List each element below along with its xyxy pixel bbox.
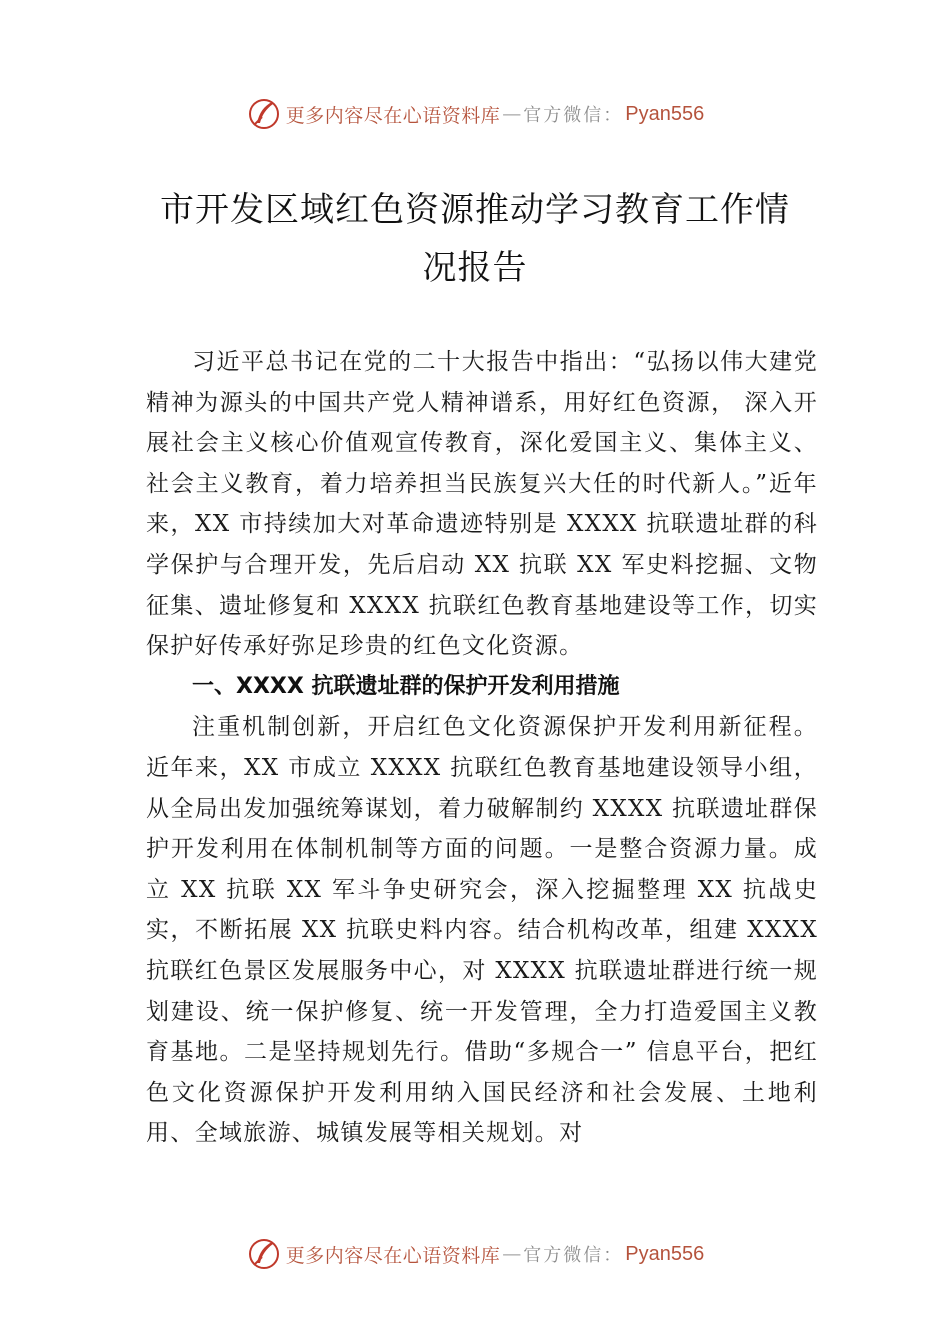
watermark-wechat-label: 官方微信：: [523, 105, 624, 126]
watermark-separator: —: [502, 103, 522, 125]
document-title: [120, 181, 830, 297]
watermark-wechat-label: 官方微信：: [523, 1245, 624, 1266]
watermark-text: 更多内容尽在心语资料库: [285, 1244, 501, 1267]
watermark-separator: —: [502, 1243, 522, 1265]
body-paragraph-1: 习近平总书记在党的二十大报告中指出：“弘扬以伟大建党精神为源头的中国共产党人精神谱系，用好红色资源， 深入开展社会主义核心价值观宣传教育，深化爱国主义、集体主义、社会主义教育，着力培养担当民族复兴大任的时代新人。”近年来，XX 市持续加大对革命遗迹特别是 XXXX 抗联遗址群的科学保护与合理开发，先后启动 XX 抗联 XX 军史料挖掘、文物征集、遗址修复和 XXXX 抗联红色教育基地建设等工作，切实保护好传承好弥足珍贵的红色文化资源。: [146, 349, 818, 660]
body-paragraph-2: 注重机制创新，开启红色文化资源保护开发利用新征程。近年来，XX 市成立 XXXX 抗联红色教育基地建设领导小组，从全局出发加强统筹谋划，着力破解制约 XXXX 抗联遗址群保护开发利用在体制机制等方面的问题。一是整合资源力量。成立 XX 抗联 XX 军斗争史研究会，深入挖掘整理 XX 抗战史实，不断拓展 XX 抗联史料内容。结合机构改革，组建 XXXX 抗联红色景区发展服务中心，对 XXXX 抗联遗址群进行统一规划建设、统一保护修复、统一开发管理，全力打造爱国主义教育基地。二是坚持规划先行。借助“多规合一” 信息平台，把红色文化资源保护开发利用纳入国民经济和社会发展、土地利用、全域旅游、城镇发展等相关规划。对: [146, 714, 818, 1147]
section-heading-1: 一、XXXX 抗联遗址群的保护开发利用措施: [192, 673, 620, 699]
watermark-text: 更多内容尽在心语资料库: [285, 104, 501, 127]
quill-logo-icon: [246, 96, 282, 132]
watermark-wechat-id: Pyan556: [625, 1242, 705, 1265]
watermark-wechat-id: Pyan556: [625, 102, 705, 125]
quill-logo-icon: [246, 1236, 282, 1272]
document-body: [146, 342, 818, 1154]
watermark-header: [0, 94, 950, 134]
watermark-footer: [0, 1234, 950, 1274]
title-line-2: 况报告: [422, 248, 528, 288]
title-line-1: 市开发区域红色资源推动学习教育工作情: [160, 190, 790, 230]
